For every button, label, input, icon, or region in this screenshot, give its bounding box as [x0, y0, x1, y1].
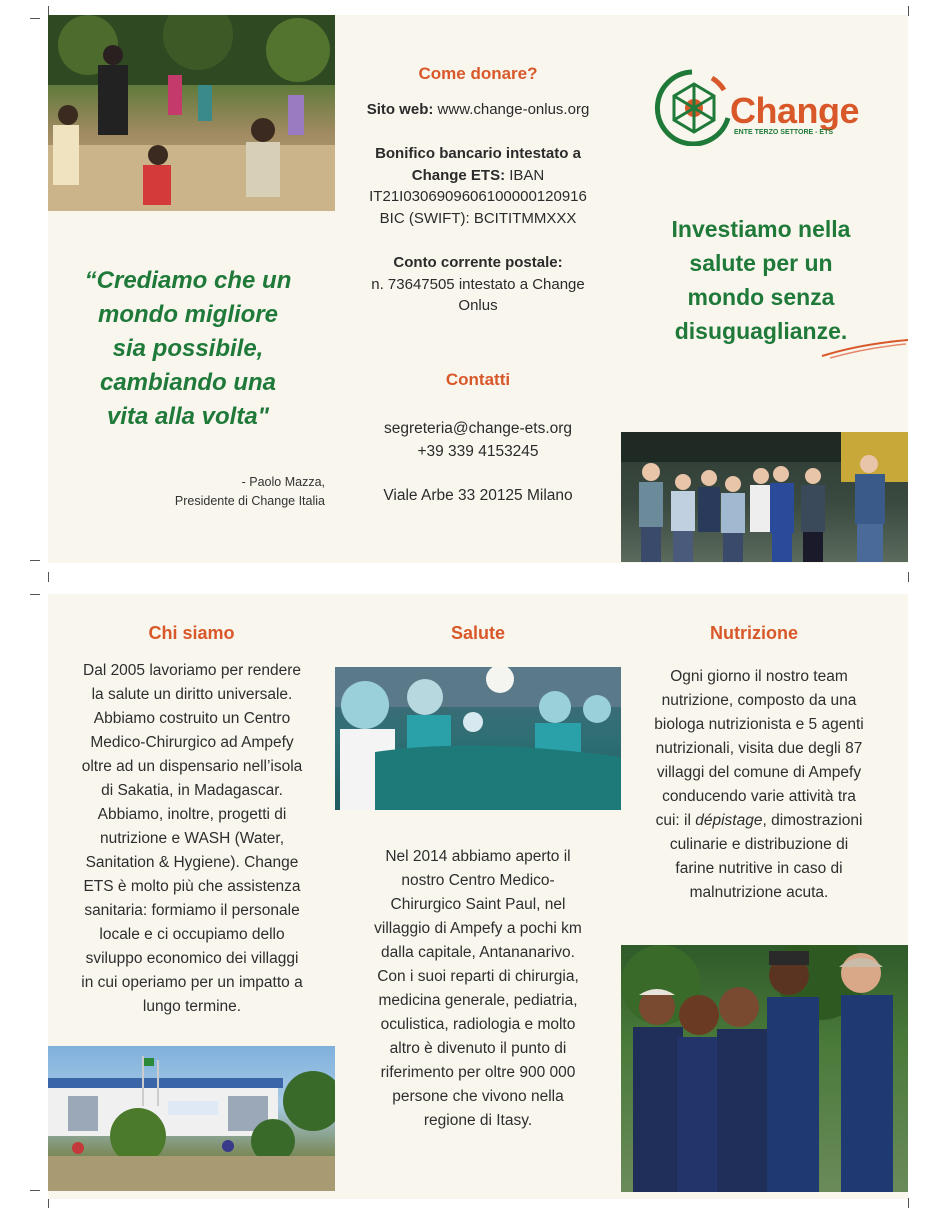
text-line: culinarie e distribuzione di — [669, 836, 849, 853]
text-line: sviluppo economico dei villaggi — [85, 950, 299, 967]
website-line — [335, 100, 621, 120]
text-line: riferimento per oltre 900 000 — [380, 1064, 576, 1081]
crop-mark — [30, 560, 40, 561]
crop-mark — [908, 1198, 909, 1208]
text-fragment: cui: il — [655, 812, 691, 829]
quote-block — [58, 264, 318, 434]
photo-hospital-building — [48, 1046, 335, 1191]
text-line: oltre ad un dispensario nell’isola — [81, 758, 303, 775]
text-line — [626, 809, 892, 833]
text-line: Chirurgico Saint Paul, nel — [390, 896, 566, 913]
text-line: nutrizionali, visita due degli 87 — [655, 740, 863, 757]
bank-transfer-block — [335, 143, 621, 229]
text-line: nostro Centro Medico- — [401, 872, 555, 889]
text-line: conducendo varie attività tra — [662, 788, 856, 805]
salute-title: Salute — [450, 623, 506, 643]
postal-line: n. 73647505 intestato a Change — [371, 275, 585, 293]
text-line: locale e ci occupiamo dello — [99, 926, 285, 943]
crop-mark — [48, 572, 49, 582]
iban-label: IBAN — [509, 166, 545, 184]
text-line: Dal 2005 lavoriamo per rendere — [83, 662, 301, 679]
quote-line: sia possibile, — [112, 335, 264, 362]
brush-stroke-decoration — [820, 338, 910, 360]
contacts-title: Contatti — [445, 370, 511, 389]
text-emphasis: dépistage — [695, 812, 763, 829]
quote-author: - Paolo Mazza, — [241, 475, 325, 489]
slogan-line: mondo senza — [687, 284, 835, 310]
quote-line: mondo migliore — [98, 301, 278, 328]
contact-phone[interactable]: +39 339 4153245 — [417, 443, 539, 460]
hospital-illustration — [48, 1046, 335, 1191]
bank-holder: Change ETS: — [411, 166, 506, 184]
text-line: biologa nutrizionista e 5 agenti — [654, 716, 864, 733]
quote-line: vita alla volta" — [106, 403, 270, 430]
text-line: Ogni giorno il nostro team — [670, 668, 848, 685]
text-line: Sanitation & Hygiene). Change — [85, 854, 299, 871]
text-line: altro è divenuto il punto di — [389, 1040, 567, 1057]
text-line: sanitaria: formiamo il personale — [84, 902, 300, 919]
slogan-line: salute per un — [689, 250, 833, 276]
crop-mark — [48, 1198, 49, 1208]
text-line: farine nutritive in caso di — [675, 860, 843, 877]
bank-title: Bonifico bancario intestato a — [375, 145, 581, 162]
photo-children-playing — [48, 15, 335, 211]
text-line: Abbiamo, inoltre, progetti di — [97, 806, 287, 823]
slogan-line: disuguaglianze. — [674, 318, 848, 344]
donate-title: Come donare? — [418, 64, 538, 83]
quote-line: “Crediamo che un — [84, 267, 292, 294]
contact-address: Viale Arbe 33 20125 Milano — [383, 487, 573, 504]
crop-mark — [30, 1190, 40, 1191]
text-line: oculistica, radiologia e molto — [380, 1016, 576, 1033]
team-illustration — [621, 945, 908, 1192]
text-line: Nel 2014 abbiamo aperto il — [385, 848, 571, 865]
surgery-illustration — [335, 667, 621, 810]
postal-account-block — [335, 252, 621, 317]
text-line: Con i suoi reparti di chirurgia, — [377, 968, 579, 985]
crop-mark — [30, 594, 40, 595]
contact-email[interactable]: segreteria@change-ets.org — [383, 420, 573, 437]
logo-wordmark: Change — [730, 90, 860, 131]
change-logo-icon — [652, 68, 736, 146]
crop-mark — [908, 6, 909, 16]
website-link[interactable]: www.change-onlus.org — [437, 101, 590, 118]
text-line: ETS è molto più che assistenza — [83, 878, 301, 895]
text-line: villaggi del comune di Ampefy — [656, 764, 862, 781]
text-line: la salute un diritto universale. — [91, 686, 293, 703]
salute-text — [339, 845, 617, 1133]
volunteers-illustration — [621, 432, 908, 562]
quote-attribution — [100, 473, 325, 511]
bic-value: BIC (SWIFT): BCITITMMXXX — [379, 209, 577, 227]
crop-mark — [908, 572, 909, 582]
text-line: villaggio di Ampefy a pochi km — [374, 920, 582, 937]
chi-siamo-title: Chi siamo — [148, 623, 235, 643]
slogan-line: Investiamo nella — [671, 216, 851, 242]
text-line: di Sakatia, in Madagascar. — [101, 782, 283, 799]
slogan-block — [630, 212, 892, 348]
postal-line: Onlus — [458, 297, 498, 314]
photo-volunteers-group — [621, 432, 908, 562]
text-line: persone che vivono nella — [392, 1088, 564, 1105]
text-line: malnutrizione acuta. — [689, 884, 829, 901]
logo-tagline: ENTE TERZO SETTORE - ETS — [734, 129, 834, 136]
text-line: lungo termine. — [142, 998, 242, 1015]
text-line: regione di Itasy. — [423, 1112, 533, 1129]
bank-holder-line — [335, 165, 621, 187]
quote-line: cambiando una — [99, 369, 277, 396]
website-label: Sito web: — [366, 101, 434, 118]
chi-siamo-text — [52, 659, 332, 1019]
text-line: medicina generale, pediatria, — [378, 992, 578, 1009]
text-line: Abbiamo costruito un Centro — [93, 710, 291, 727]
nutrizione-title: Nutrizione — [710, 623, 798, 643]
iban-value: IT21I0306909606100000120916 — [369, 188, 587, 205]
nutrizione-text — [626, 665, 892, 905]
quote-author-role: Presidente di Change Italia — [174, 494, 325, 508]
photo-nutrition-team — [621, 945, 908, 1192]
postal-title: Conto corrente postale: — [393, 254, 563, 271]
text-line: in cui operiamo per un impatto a — [81, 974, 303, 991]
text-line: nutrizione, composto da una — [661, 692, 857, 709]
text-line: dalla capitale, Antananarivo. — [381, 944, 575, 961]
children-illustration — [48, 15, 335, 211]
text-fragment: , dimostrazioni — [762, 812, 863, 829]
text-line: nutrizione e WASH (Water, — [99, 830, 285, 847]
photo-surgery-team — [335, 667, 621, 810]
crop-mark — [30, 18, 40, 19]
text-line: Medico-Chirurgico ad Ampefy — [90, 734, 294, 751]
change-logo — [652, 68, 882, 148]
contacts-block — [335, 417, 621, 463]
